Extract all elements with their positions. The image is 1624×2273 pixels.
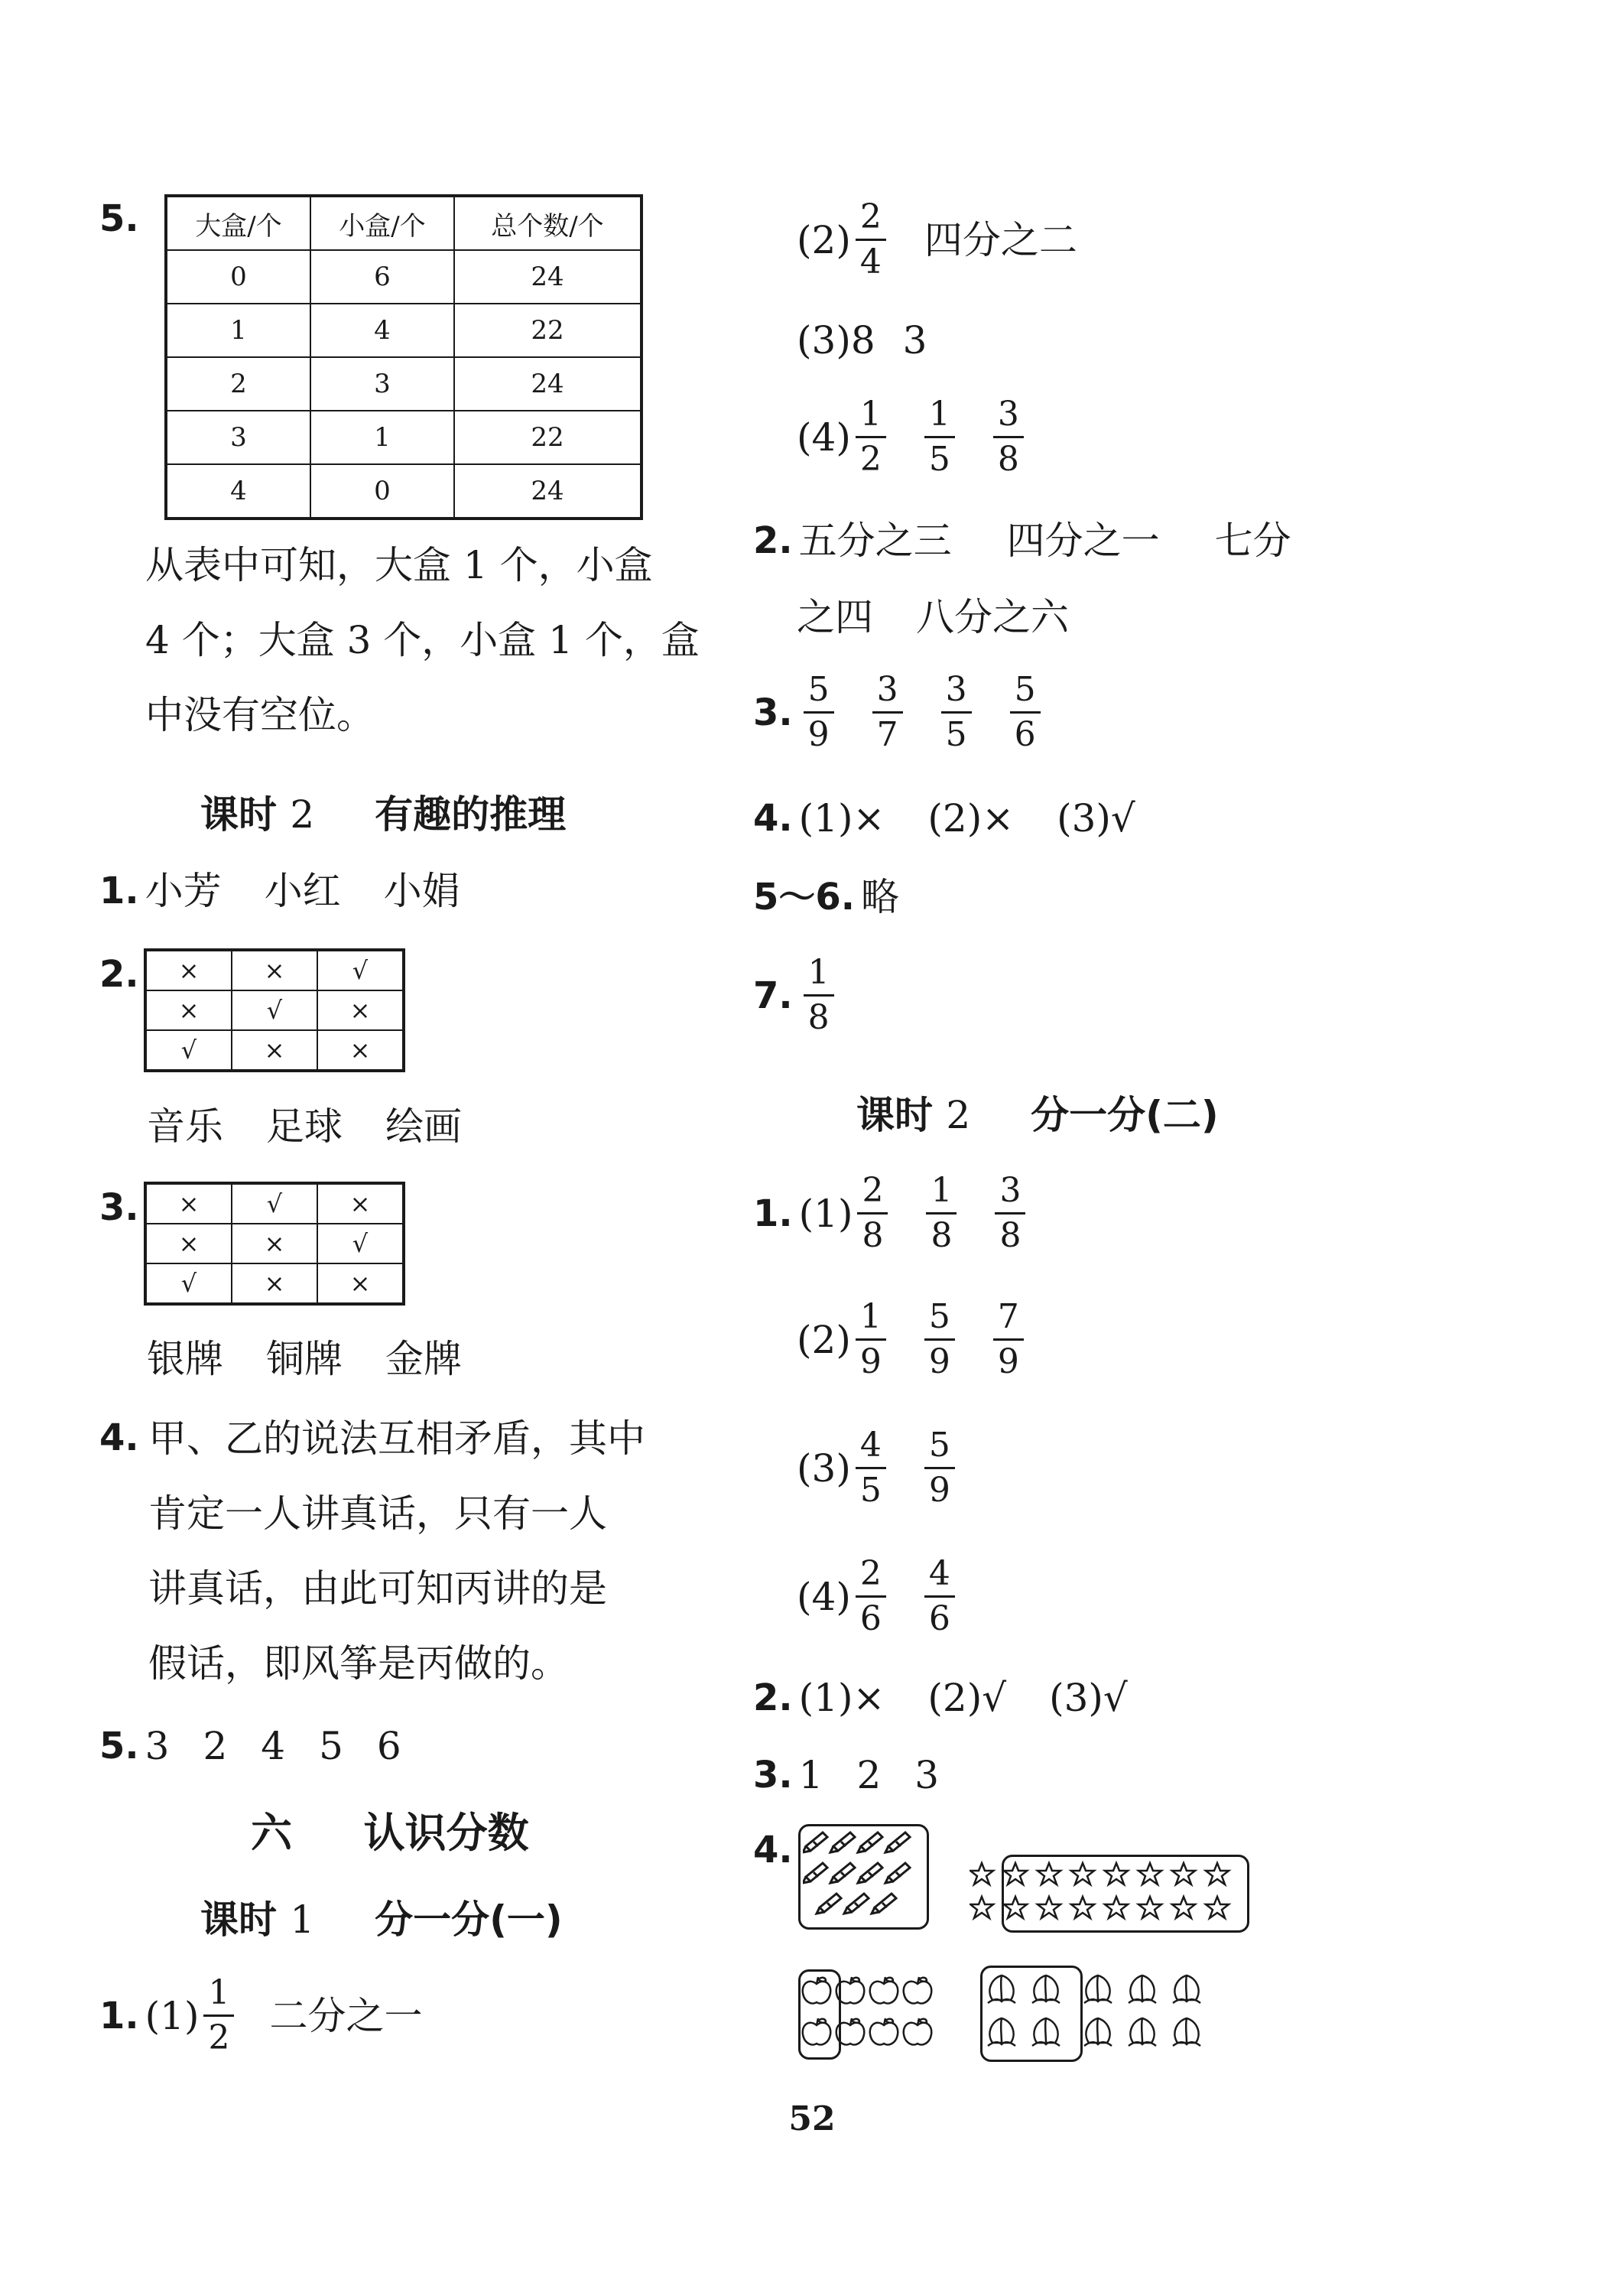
answer-text: 七分 — [1214, 519, 1291, 563]
table-cell: 22 — [454, 304, 641, 357]
left-q3-number — [99, 1186, 145, 1229]
fraction — [872, 670, 903, 754]
left-q4-number — [99, 1416, 145, 1459]
answer-text: 四分之一 — [1006, 519, 1160, 563]
denominator: 8 — [931, 1216, 953, 1255]
denominator: 5 — [859, 1471, 882, 1510]
table-cell: √ — [232, 990, 317, 1030]
question-number: 5. — [99, 1725, 139, 1767]
table-header: 大盒/个 — [166, 196, 310, 250]
denominator: 8 — [997, 440, 1019, 479]
table-cell: 24 — [454, 464, 641, 519]
numerator: 2 — [857, 1174, 888, 1215]
table-cell: × — [317, 1183, 404, 1224]
table-cell: × — [317, 1263, 404, 1304]
denominator: 9 — [928, 1342, 950, 1381]
right-q56 — [753, 875, 900, 919]
right-l2q3 — [753, 1753, 940, 1797]
table-cell: 6 — [310, 250, 454, 304]
denominator: 7 — [876, 715, 898, 754]
right-q2-line2 — [797, 595, 1069, 639]
answer-text: 铜牌 — [266, 1337, 343, 1381]
fraction — [804, 670, 834, 754]
box-count-table — [164, 194, 643, 520]
left-q3-answers — [147, 1337, 462, 1381]
text-line: 讲真话，由此可知丙讲的是 — [148, 1566, 607, 1611]
fraction — [856, 1554, 886, 1638]
right-l2q4-number — [753, 1829, 799, 1871]
denominator: 2 — [859, 440, 882, 479]
answer-text: (1)× — [798, 796, 885, 841]
fraction — [995, 1171, 1025, 1255]
answer-text: 2 — [203, 1724, 228, 1768]
numerator: 5 — [924, 1429, 955, 1469]
answer-text: 小娟 — [383, 869, 460, 913]
fraction — [924, 395, 955, 479]
question-number: 1. — [99, 1994, 139, 2037]
answer-text: 之四 — [797, 595, 873, 639]
table-cell: √ — [145, 1030, 232, 1071]
text-line: 从表中可知，大盒 1 个，小盒 — [145, 543, 653, 587]
table-cell: 22 — [454, 411, 641, 464]
numerator: 4 — [924, 1557, 955, 1598]
numerator: 1 — [924, 398, 955, 438]
left-q5-number — [99, 197, 145, 240]
table-cell: × — [145, 990, 232, 1030]
table-row — [145, 1263, 404, 1304]
fraction — [924, 1426, 955, 1510]
lesson-heading — [856, 1084, 1219, 1140]
numerator: 3 — [872, 673, 903, 714]
sub-label: (3) — [797, 1445, 851, 1491]
right-p4 — [797, 395, 1057, 479]
answer-text: 略 — [861, 875, 900, 919]
left-q5-explanation — [145, 528, 703, 753]
fraction — [203, 1973, 234, 2057]
question-number: 4. — [99, 1416, 139, 1459]
right-q7 — [753, 953, 839, 1037]
right-l2q1-part3 — [797, 1426, 989, 1510]
table-cell: × — [145, 950, 232, 990]
denominator: 8 — [999, 1216, 1021, 1255]
sub-label: (1) — [145, 1993, 200, 2038]
answer-text: 3 — [914, 1753, 940, 1797]
right-l2q1-part2 — [797, 1297, 1057, 1381]
right-p3 — [797, 318, 927, 363]
answer-text: (2)× — [927, 796, 1015, 841]
text-line: 4 个；大盒 3 个，小盒 1 个，盒 — [145, 618, 700, 662]
sub-label: (3) — [797, 318, 851, 363]
table-cell: 24 — [454, 357, 641, 411]
left-q2-answers — [147, 1104, 462, 1149]
lesson-heading — [200, 784, 566, 839]
denominator: 4 — [859, 242, 882, 281]
table-cell: 0 — [166, 250, 310, 304]
left-q4-explanation — [148, 1401, 706, 1701]
text-line: 肯定一人讲真话，只有一人 — [148, 1491, 607, 1536]
reasoning-grid — [144, 1182, 405, 1306]
fraction — [926, 1171, 957, 1255]
table-cell: × — [232, 1030, 317, 1071]
lesson-label: 课时 — [200, 792, 277, 837]
numerator: 3 — [941, 673, 972, 714]
answer-text: 8 — [850, 318, 875, 363]
table-cell: 3 — [166, 411, 310, 464]
reasoning-grid — [144, 948, 405, 1072]
lesson-title: 分一分(一) — [375, 1897, 563, 1942]
table-row — [166, 304, 641, 357]
answer-text: 5 — [319, 1724, 343, 1768]
table-cell: × — [145, 1183, 232, 1224]
text-line: 中没有空位。 — [145, 693, 375, 737]
table-cell: 2 — [166, 357, 310, 411]
denominator: 9 — [997, 1342, 1019, 1381]
denominator: 8 — [862, 1216, 884, 1255]
answer-text: (1)× — [798, 1676, 885, 1720]
fraction — [924, 1554, 955, 1638]
table-row — [166, 357, 641, 411]
numerator: 4 — [856, 1429, 886, 1469]
left-q2-number — [99, 953, 145, 996]
numerator: 3 — [995, 1174, 1025, 1215]
question-number: 1. — [99, 870, 139, 912]
table-cell: 1 — [166, 304, 310, 357]
right-q3 — [753, 670, 1074, 754]
fraction — [856, 197, 886, 281]
apple-icon — [800, 1972, 945, 2054]
fraction — [856, 395, 886, 479]
numerator: 1 — [856, 398, 886, 438]
denominator: 6 — [859, 1599, 882, 1638]
answer-text: 2 — [856, 1753, 882, 1797]
fraction — [941, 670, 972, 754]
fraction — [993, 1297, 1024, 1381]
answer-text: 音乐 — [147, 1104, 223, 1149]
lesson-label: 课时 — [856, 1093, 933, 1137]
right-p2 — [797, 197, 1077, 281]
table-cell: 4 — [166, 464, 310, 519]
answer-text: 四分之二 — [924, 217, 1077, 262]
lesson-number: 2 — [290, 792, 315, 837]
question-number: 3. — [753, 1754, 793, 1797]
denominator: 9 — [859, 1342, 882, 1381]
table-row — [166, 464, 641, 519]
table-cell: × — [317, 990, 404, 1030]
crayon-icon — [803, 1829, 918, 1921]
left-unit-q1 — [99, 1973, 423, 2057]
unit-number: 六 — [251, 1809, 292, 1857]
question-number: 2. — [753, 519, 793, 562]
numerator: 1 — [203, 1976, 234, 2017]
answer-text: 4 — [261, 1724, 286, 1768]
answer-text: 1 — [798, 1753, 823, 1797]
question-number: 5. — [99, 197, 139, 240]
question-number: 1. — [753, 1192, 793, 1235]
table-cell: × — [145, 1224, 232, 1263]
numerator: 5 — [804, 673, 834, 714]
question-number: 7. — [753, 974, 793, 1017]
table-header: 小盒/个 — [310, 196, 454, 250]
lesson-number: 2 — [946, 1093, 971, 1137]
right-l2q1-part1 — [753, 1171, 1059, 1255]
numerator: 3 — [993, 398, 1024, 438]
denominator: 2 — [208, 2018, 230, 2057]
question-number: 2. — [753, 1676, 793, 1719]
table-row — [145, 1030, 404, 1071]
lesson-number: 1 — [290, 1897, 315, 1942]
table-cell: √ — [232, 1183, 317, 1224]
right-q4 — [753, 796, 1135, 841]
table-cell: × — [232, 1263, 317, 1304]
table-cell: 0 — [310, 464, 454, 519]
fraction — [993, 395, 1024, 479]
sub-label: (4) — [797, 415, 851, 460]
denominator: 6 — [928, 1599, 950, 1638]
table-cell: × — [232, 950, 317, 990]
answer-text: 绘画 — [385, 1104, 462, 1149]
answer-text: 银牌 — [147, 1337, 223, 1381]
right-q2-line1 — [753, 519, 1291, 563]
fraction — [804, 953, 834, 1037]
table-header: 总个数/个 — [454, 196, 641, 250]
lesson-title: 分一分(二) — [1031, 1093, 1219, 1137]
answer-text: (3)√ — [1057, 796, 1135, 841]
page-number: 52 — [788, 2099, 836, 2138]
numerator: 5 — [924, 1300, 955, 1341]
sub-label: (1) — [798, 1191, 853, 1236]
fraction — [857, 1171, 888, 1255]
fraction — [1010, 670, 1041, 754]
answer-text: 3 — [902, 318, 927, 363]
numerator: 2 — [856, 200, 886, 241]
denominator: 9 — [928, 1471, 950, 1510]
answer-text: 足球 — [266, 1104, 343, 1149]
answer-text: 小芳 — [145, 869, 222, 913]
fraction — [856, 1297, 886, 1381]
text-line: 甲、乙的说法互相矛盾，其中 — [148, 1416, 645, 1461]
table-cell: √ — [317, 1224, 404, 1263]
answer-text: (3)√ — [1049, 1676, 1128, 1720]
answer-text: 八分之六 — [916, 595, 1069, 639]
question-number: 2. — [99, 953, 139, 996]
question-number: 3. — [753, 691, 793, 734]
left-q5b — [99, 1724, 401, 1768]
table-row — [145, 990, 404, 1030]
lesson-label: 课时 — [200, 1897, 277, 1942]
numerator: 1 — [804, 956, 834, 997]
fraction — [924, 1297, 955, 1381]
numerator: 2 — [856, 1557, 886, 1598]
table-cell: 1 — [310, 411, 454, 464]
unit-heading — [251, 1800, 529, 1859]
table-row — [166, 411, 641, 464]
answer-text: (2)√ — [927, 1676, 1007, 1720]
lesson-title: 有趣的推理 — [375, 792, 567, 837]
table-row — [145, 1224, 404, 1263]
denominator: 5 — [928, 440, 950, 479]
table-row — [166, 250, 641, 304]
sub-label: (4) — [797, 1574, 851, 1619]
table-cell: √ — [145, 1263, 232, 1304]
answer-text: 3 — [145, 1724, 170, 1768]
denominator: 5 — [945, 715, 967, 754]
denominator: 9 — [807, 715, 830, 754]
peach-icon — [985, 1969, 1229, 2055]
table-cell: × — [232, 1224, 317, 1263]
unit-title: 认识分数 — [363, 1809, 529, 1857]
numerator: 5 — [1010, 673, 1041, 714]
table-cell: 24 — [454, 250, 641, 304]
table-row — [145, 950, 404, 990]
table-row — [145, 1183, 404, 1224]
text-line: 假话，即风筝是丙做的。 — [148, 1641, 569, 1686]
denominator: 8 — [807, 998, 830, 1037]
question-number: 4. — [753, 1829, 793, 1871]
table-cell: √ — [317, 950, 404, 990]
question-number: 4. — [753, 797, 793, 840]
answer-text: 五分之三 — [798, 519, 952, 563]
table-cell: × — [317, 1030, 404, 1071]
fraction — [856, 1426, 886, 1510]
question-number: 5～6. — [753, 876, 856, 919]
numerator: 1 — [926, 1174, 957, 1215]
left-q1 — [99, 869, 460, 913]
sub-label: (2) — [797, 1317, 851, 1362]
right-l2q2 — [753, 1676, 1128, 1720]
numerator: 7 — [993, 1300, 1024, 1341]
sub-label: (2) — [797, 217, 851, 262]
table-cell: 4 — [310, 304, 454, 357]
denominator: 6 — [1014, 715, 1036, 754]
answer-text: 6 — [376, 1724, 401, 1768]
lesson-heading — [200, 1889, 563, 1944]
numerator: 1 — [856, 1300, 886, 1341]
star-icon — [970, 1857, 1245, 1927]
answer-text: 小红 — [264, 869, 341, 913]
question-number: 3. — [99, 1186, 139, 1229]
table-cell: 3 — [310, 357, 454, 411]
right-l2q1-part4 — [797, 1554, 989, 1638]
answer-text: 金牌 — [385, 1337, 462, 1381]
answer-text: 二分之一 — [269, 1993, 423, 2038]
